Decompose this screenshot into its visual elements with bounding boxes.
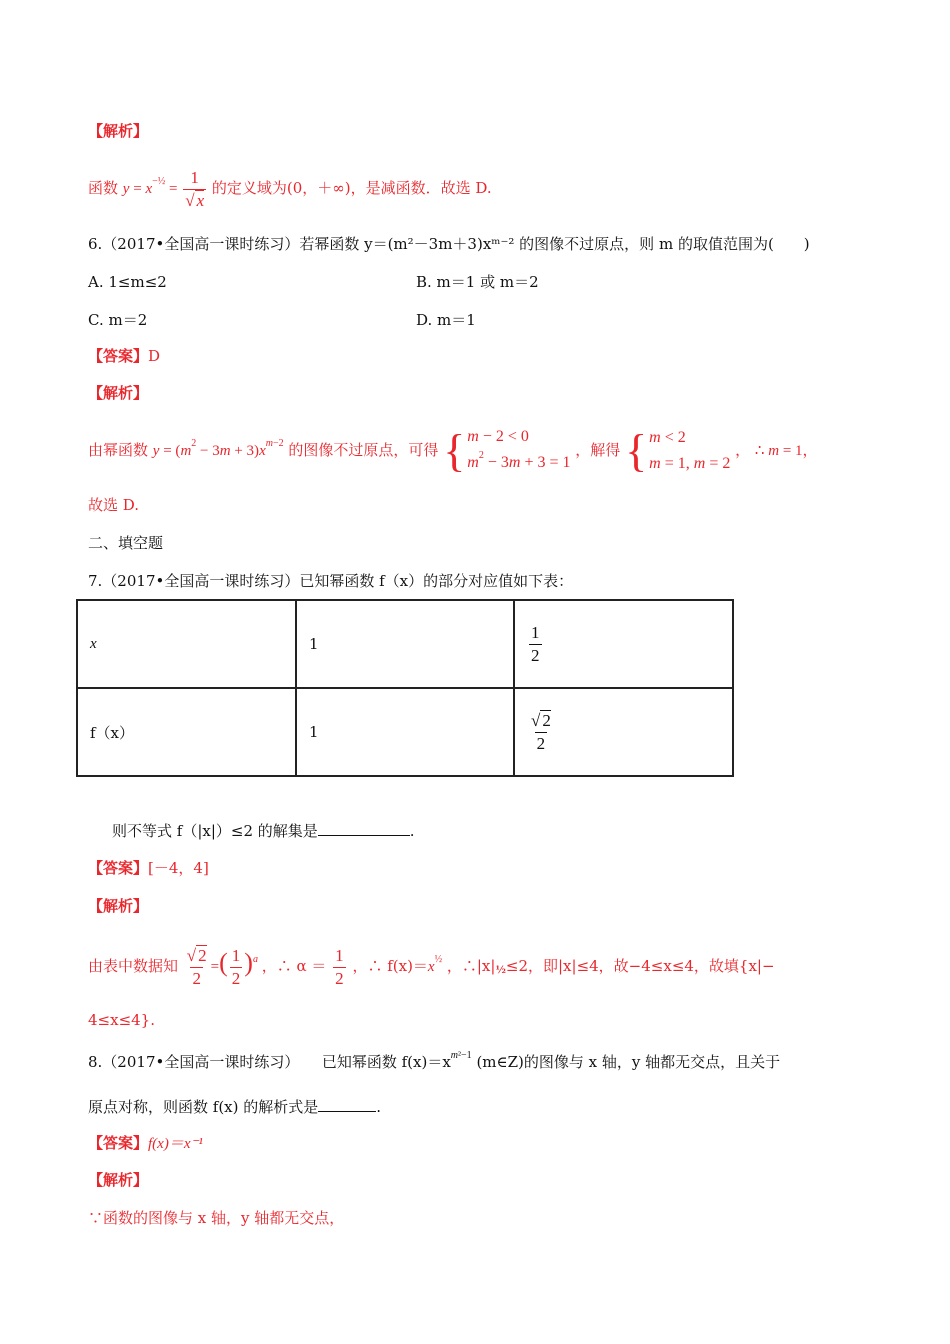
q8-analysis-tag: 【解析】 [88,1171,149,1189]
q8-stem: 8.（2017•全国高一课时练习） 已知幂函数 $f(x)=x^{m^2-1}$ (m∈Z)的图像与 x 轴，y 轴都无交点，且关于 [88,1050,781,1071]
section-title: 二、填空题 [88,534,164,552]
q7-analysis: 由表中数据知 $\frac{√ 2}{2}$ =( $\frac{1}{2}$ )$^a$ ，∴ α ＝ $\frac{1}{2}$ ，∴ $f(x)=x^{\frac{1}{2}}$ ，∴|x|½≤2，即|x|≤4，故−4≤x≤4，故填{x|− [88,945,775,989]
table-row [77,600,733,688]
q8-analysis: ∵函数的图像与 x 轴，y 轴都无交点， [88,1209,345,1227]
q7-equation: $\frac{√ 2}{2}$ =( $\frac{1}{2}$ )$^a$ [186,946,258,989]
table-cell: f（x） [77,688,296,776]
q6-option-d: D. m＝1 [416,311,476,329]
q6-result: ∴ m = 1 [754,443,803,459]
table-cell: 1 [296,688,514,776]
q7-analysis-cont: 4≤x≤4}. [88,1011,155,1029]
q7-answer: 【答案】[－4，4] [88,859,209,877]
table-cell: x [77,600,296,688]
table-cell: 1 [296,600,514,688]
q6-function: $y = (m^2 - 3m + 3)x^{m-2}$ [152,438,284,459]
q6-option-b: B. m＝1 或 m＝2 [416,273,539,291]
q6-option-c: C. m＝2 [88,311,148,329]
q6-analysis: 由幂函数 $y = (m^2 - 3m + 3)x^{m-2}$ 的图像不过原点，可得 { m − 2 < 0 $m^2 - 3m + 3 = 1$ ，解得 { m < 2 m = 1, m = 2 ， ∴ m = 1， [88,425,818,476]
q6-analysis-tag: 【解析】 [88,384,149,402]
answer-blank [318,1097,376,1112]
q7-stem: 7.（2017•全国高一课时练习）已知幂函数 f（x）的部分对应值如下表： [88,572,574,590]
q6-option-a: A. 1≤m≤2 [88,273,167,291]
table-cell-fraction-half: $\frac{1}{2}$ [514,600,733,688]
q6-stem: 6.（2017•全国高一课时练习）若幂函数 y＝(m²－3m＋3)xᵐ⁻² 的图像不过原点，则 m 的取值范围为( ) [88,235,810,253]
q6-system-1: { m − 2 < 0 $m^2 - 3m + 3 = 1$ [443,425,571,476]
q6-answer: 【答案】D [88,347,161,365]
table-row [77,688,733,776]
q5-analysis: 函数 $y = x^{-\frac{1}{2}}$ = $\frac{1}{√ x}$ 的定义域为(0，＋∞)，是减函数．故选 D. [88,168,492,211]
answer-blank [318,821,410,836]
table-cell-fraction-root2-over-2: $\frac{√ 2}{2}$ [514,688,733,776]
q7-question: 则不等式 f（|x|）≤2 的解集是 . [112,822,415,840]
q5-formula: $y = x^{-\frac{1}{2}}$ = $\frac{1}{√ x}$ [122,168,205,211]
analysis-tag: 【解析】 [88,122,149,140]
q7-value-table [76,599,734,777]
q6-conclusion: 故选 D. [88,496,140,514]
q7-analysis-tag: 【解析】 [88,897,149,915]
q8-stem-line2: 原点对称，则函数 f(x) 的解析式是 . [88,1098,382,1116]
q8-answer: 【答案】f(x)＝x⁻¹ [88,1134,203,1152]
q6-system-2: { m < 2 m = 1, m = 2 [625,425,731,476]
